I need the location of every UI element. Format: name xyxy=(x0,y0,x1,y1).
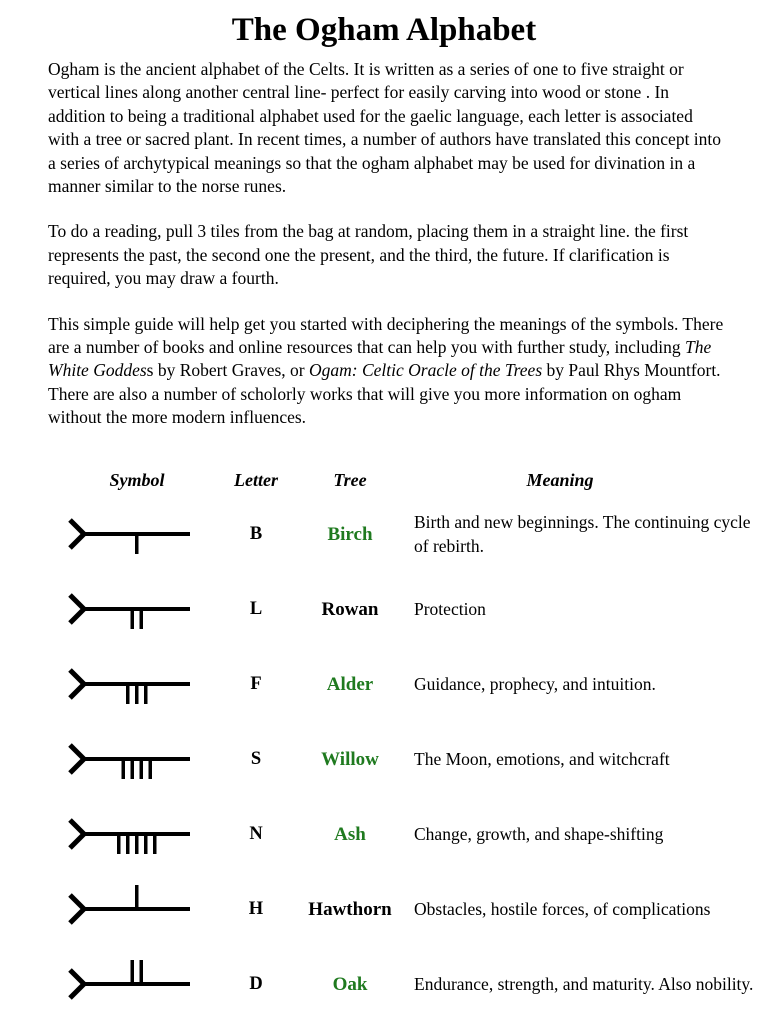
letter-meaning xyxy=(414,872,754,947)
ogham-letter: B xyxy=(249,524,263,544)
ogham-symbol-icon xyxy=(66,872,196,947)
letter-meaning xyxy=(414,572,754,647)
header-tree: Tree xyxy=(333,470,367,490)
tree-name: Oak xyxy=(332,974,368,995)
page-title: The Ogham Alphabet xyxy=(231,12,537,48)
ogham-symbol-icon xyxy=(66,722,196,797)
table-row xyxy=(0,947,768,1022)
ogham-letter: N xyxy=(249,824,263,844)
reading-paragraph: To do a reading, pull 3 tiles from the bag at random, placing them in a straight line. the first represents the past, the second one the present, and the third, the future. If clarification is required, you may draw a fourth. xyxy=(48,221,689,289)
tree-name: Rowan xyxy=(321,599,379,620)
ogham-letter: L xyxy=(249,599,263,619)
table-row xyxy=(0,572,768,647)
letter-meaning xyxy=(414,797,754,872)
guide-text-b: s by Robert Graves, or xyxy=(146,360,309,381)
table-row xyxy=(0,872,768,947)
tree-name: Alder xyxy=(326,674,374,695)
ogham-letter: H xyxy=(248,899,264,919)
ogham-symbol-icon xyxy=(66,572,196,647)
tree-name: Willow xyxy=(321,749,379,770)
table-row xyxy=(0,797,768,872)
meaning-text: Guidance, prophecy, and intuition. xyxy=(414,673,656,694)
guide-paragraph xyxy=(48,313,728,430)
ogham-letter: D xyxy=(249,974,263,994)
guide-text-a: This simple guide will help get you started with deciphering the meanings of the symbols. There are a number of books and online resources that can help you with further study, including xyxy=(48,313,724,358)
meaning-text: Change, growth, and shape-shifting xyxy=(414,823,664,844)
letter-meaning xyxy=(414,497,754,572)
meaning-text: Obstacles, hostile forces, of complications xyxy=(414,898,711,919)
meaning-text: The Moon, emotions, and witchcraft xyxy=(414,748,670,769)
ogham-symbol-icon xyxy=(66,497,196,572)
letter-meaning xyxy=(414,647,754,722)
tree-name: Hawthorn xyxy=(308,899,392,920)
ogham-letter: F xyxy=(250,674,262,694)
table-row xyxy=(0,497,768,572)
letter-meaning xyxy=(414,947,754,1022)
book-title-ogam: Ogam: Celtic Oracle of the Trees xyxy=(309,360,543,381)
table-row xyxy=(0,647,768,722)
header-symbol: Symbol xyxy=(109,470,165,490)
meaning-text: Birth and new beginnings. The continuing cycle of rebirth. xyxy=(414,512,751,556)
ogham-symbol-icon xyxy=(66,797,196,872)
table-row xyxy=(0,722,768,797)
book-title-white-goddess: The White Goddes xyxy=(48,337,712,381)
ogham-letter: S xyxy=(250,749,262,769)
guide-text-c: by Paul Rhys Mountfort. There are also a number of scholorly works that will give you more information on ogham without the more modern influences. xyxy=(48,360,721,428)
header-meaning: Meaning xyxy=(526,470,594,490)
header-letter: Letter xyxy=(234,470,278,490)
letter-meaning xyxy=(414,722,754,797)
ogham-symbol-icon xyxy=(66,947,196,1022)
table-header xyxy=(0,470,768,494)
meaning-text: Protection xyxy=(414,598,486,619)
intro-paragraph: Ogham is the ancient alphabet of the Celts. It is written as a series of one to five straight or vertical lines along another central line- perfect for easily carving into wood or stone . In addition to being a traditional alphabet used for the gaelic language, each letter is associated with a tree or sacred plant. In recent times, a number of authors have translated this concept into a series of archytypical meanings so that the ogham alphabet may be used for divination in a manner similar to the norse runes. xyxy=(48,59,722,197)
meaning-text: Endurance, strength, and maturity. Also nobility. xyxy=(414,973,754,994)
tree-name: Birch xyxy=(327,524,373,545)
tree-name: Ash xyxy=(334,824,366,845)
ogham-symbol-icon xyxy=(66,647,196,722)
